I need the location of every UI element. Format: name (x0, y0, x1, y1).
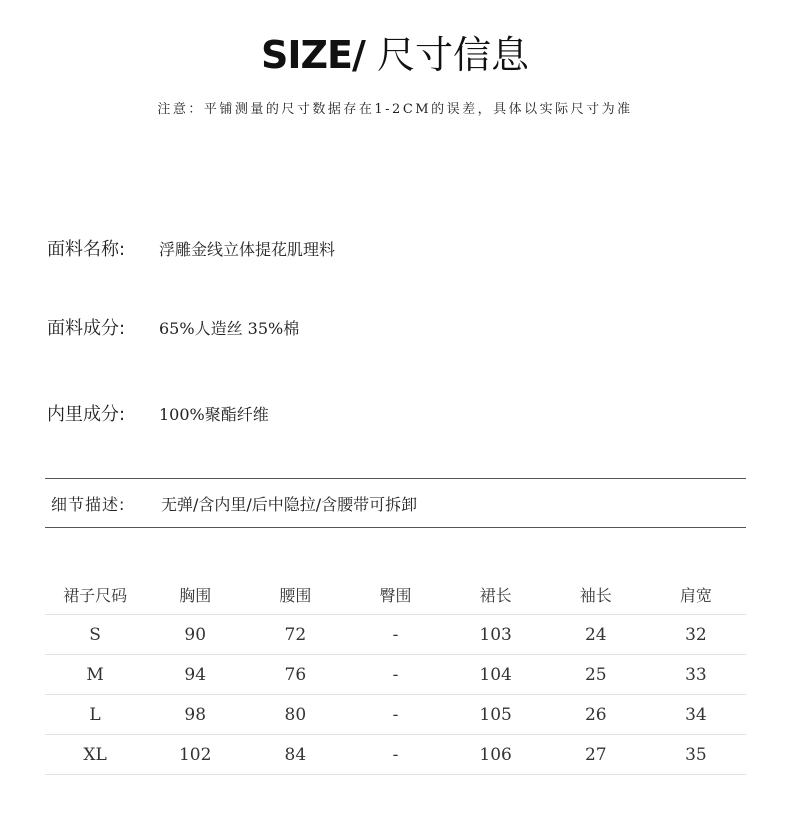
cell-hip: - (345, 655, 445, 695)
cell-bust: 90 (145, 615, 245, 655)
cell-waist: 76 (245, 655, 345, 695)
header-skirt-length: 裙长 (446, 574, 546, 615)
cell-shoulder-width: 33 (646, 655, 746, 695)
lining-composition-value: 100%聚酯纤维 (159, 404, 269, 424)
cell-skirt-length: 104 (446, 655, 546, 695)
lining-composition-row (47, 401, 269, 425)
cell-shoulder-width: 34 (646, 695, 746, 735)
cell-size: L (45, 695, 145, 735)
cell-waist: 84 (245, 735, 345, 775)
table-row (45, 735, 746, 775)
header-shoulder-width: 肩宽 (646, 574, 746, 615)
cell-hip: - (345, 695, 445, 735)
cell-skirt-length: 106 (446, 735, 546, 775)
table-row (45, 695, 746, 735)
cell-size: S (45, 615, 145, 655)
cell-size: M (45, 655, 145, 695)
cell-skirt-length: 105 (446, 695, 546, 735)
page-title (0, 30, 790, 80)
cell-skirt-length: 103 (446, 615, 546, 655)
cell-shoulder-width: 32 (646, 615, 746, 655)
lining-composition-label: 内里成分: (47, 404, 126, 425)
table-row (45, 615, 746, 655)
cell-waist: 72 (245, 615, 345, 655)
fabric-name-label: 面料名称: (47, 239, 126, 260)
header-sleeve-length: 袖长 (546, 574, 646, 615)
fabric-name-row (47, 236, 335, 260)
cell-hip: - (345, 615, 445, 655)
header-waist: 腰围 (245, 574, 345, 615)
detail-description-value: 无弹/含内里/后中隐拉/含腰带可拆卸 (161, 494, 418, 514)
size-table (45, 574, 746, 775)
cell-sleeve-length: 26 (546, 695, 646, 735)
fabric-composition-value: 65%人造丝 35%棉 (159, 318, 300, 338)
cell-bust: 94 (145, 655, 245, 695)
detail-description-row (45, 478, 746, 528)
page-title-en: SIZE/ (261, 33, 365, 77)
cell-waist: 80 (245, 695, 345, 735)
cell-hip: - (345, 735, 445, 775)
cell-shoulder-width: 35 (646, 735, 746, 775)
table-row (45, 655, 746, 695)
header-bust: 胸围 (145, 574, 245, 615)
measurement-note: 注意：平铺测量的尺寸数据存在1-2CM的误差，具体以实际尺寸为准 (157, 102, 633, 117)
header-size: 裙子尺码 (45, 574, 145, 615)
detail-description-label: 细节描述: (51, 494, 126, 514)
cell-sleeve-length: 27 (546, 735, 646, 775)
size-table-header-row (45, 574, 746, 615)
cell-bust: 98 (145, 695, 245, 735)
fabric-name-value: 浮雕金线立体提花肌理料 (159, 239, 336, 259)
fabric-composition-row (47, 315, 299, 339)
fabric-composition-label: 面料成分: (47, 318, 126, 339)
header-hip: 臀围 (345, 574, 445, 615)
cell-sleeve-length: 24 (546, 615, 646, 655)
cell-sleeve-length: 25 (546, 655, 646, 695)
page-title-zh: 尺寸信息 (364, 33, 529, 77)
cell-size: XL (45, 735, 145, 775)
cell-bust: 102 (145, 735, 245, 775)
